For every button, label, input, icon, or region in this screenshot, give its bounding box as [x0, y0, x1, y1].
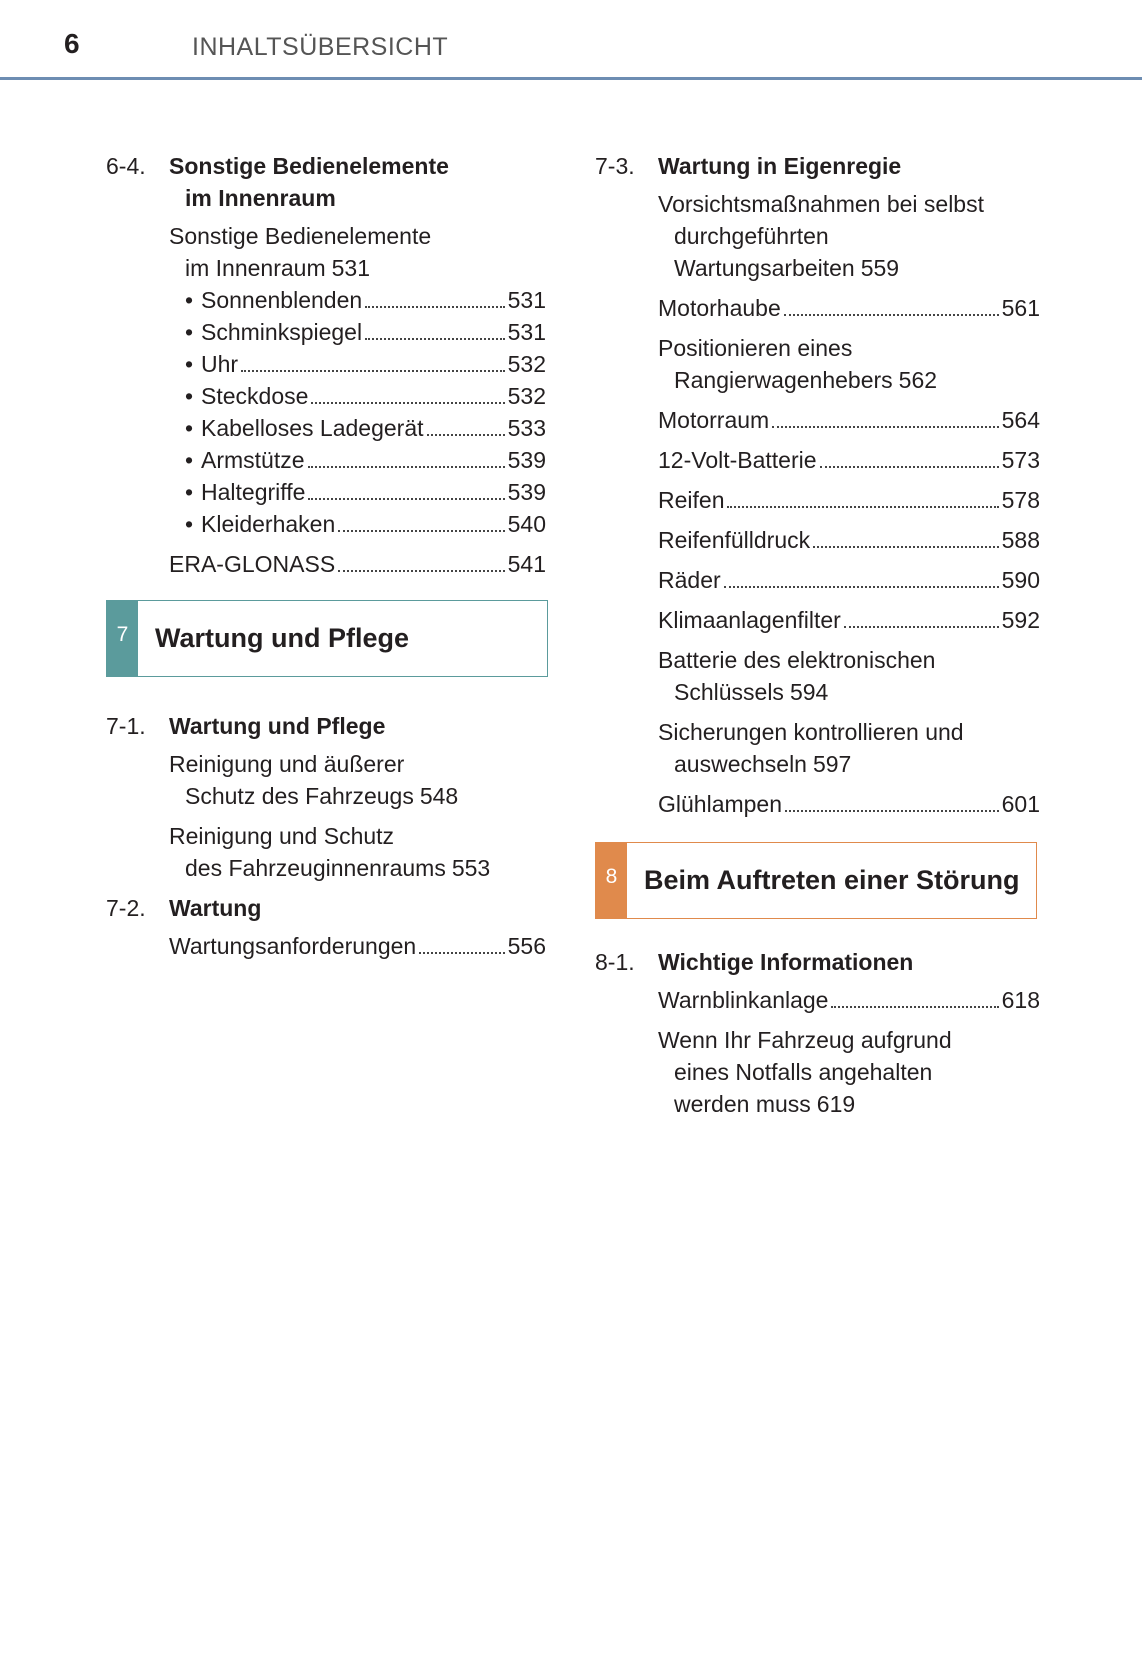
toc-entry[interactable]: Reinigung und Schutz des Fahrzeuginnenraums 553 — [169, 823, 491, 881]
header-rule — [0, 77, 1142, 80]
toc-entry[interactable]: ERA-GLONASS 541 — [169, 548, 546, 580]
chapter-8-banner[interactable] — [595, 842, 1037, 919]
page-ref: 619 — [816, 1091, 856, 1117]
section-heading-7-1: 7-1. Wartung und Pflege — [106, 713, 386, 739]
toc-entry[interactable]: Batterie des elektronischen Schlüssels 594 — [658, 647, 936, 705]
toc-subentry[interactable]: • Schminkspiegel 531 — [185, 319, 546, 345]
toc-entry[interactable]: Reinigung und äußerer Schutz des Fahrzeugs 548 — [169, 751, 459, 809]
toc-right-column-lower — [595, 946, 1040, 1128]
toc-entry[interactable]: Reifen 578 — [658, 484, 1040, 516]
toc-entry[interactable]: Sonstige Bedienelemente im Innenraum 531 — [169, 223, 432, 281]
page-ref: 564 — [1001, 407, 1040, 433]
toc-subentry[interactable]: • Armstütze 539 — [185, 447, 546, 473]
toc-entry[interactable]: Positionieren eines Rangierwagenhebers 562 — [658, 335, 938, 393]
chapter-title: Wartung und Pflege — [155, 623, 409, 653]
page-ref: 561 — [1001, 295, 1040, 321]
chapter-7-banner[interactable] — [106, 600, 548, 677]
page-number: 6 — [64, 28, 80, 59]
toc-subentry[interactable]: • Kleiderhaken 540 — [185, 511, 546, 537]
toc-entry[interactable]: Klimaanlagenfilter 592 — [658, 604, 1040, 636]
section-number: 6-4. — [106, 153, 146, 179]
toc-entry[interactable]: Wenn Ihr Fahrzeug aufgrund eines Notfalls angehalten werden muss 619 — [658, 1027, 952, 1117]
page-ref: 597 — [812, 751, 852, 777]
toc-entry[interactable]: Warnblinkanlage 618 — [658, 984, 1040, 1016]
page-header — [0, 0, 1142, 82]
page-ref: 548 — [419, 783, 459, 809]
toc-subentry[interactable]: • Sonnenblenden 531 — [185, 287, 546, 313]
toc-entry[interactable]: Glühlampen 601 — [658, 788, 1040, 820]
section-heading-7-2: 7-2. Wartung — [106, 895, 262, 921]
chapter-title: Beim Auftreten einer Störung — [644, 865, 1020, 895]
toc-entry[interactable]: Motorraum 564 — [658, 404, 1040, 436]
page-ref: 541 — [507, 551, 546, 577]
page-ref: 562 — [898, 367, 938, 393]
section-heading-7-3: 7-3. Wartung in Eigenregie — [595, 153, 902, 179]
page-ref: 601 — [1001, 791, 1040, 817]
header-title: INHALTSÜBERSICHT — [192, 33, 449, 61]
page-ref: 618 — [1001, 987, 1040, 1013]
toc-subentry[interactable]: • Steckdose 532 — [185, 383, 546, 409]
toc-subentry[interactable]: • Haltegriffe 539 — [185, 479, 546, 505]
page-ref: 592 — [1001, 607, 1040, 633]
page-ref: 531 — [331, 255, 370, 281]
section-heading-6-4 — [106, 150, 546, 214]
toc-entry[interactable]: 12-Volt-Batterie 573 — [658, 444, 1040, 476]
page-ref: 590 — [1001, 567, 1040, 593]
page-ref: 588 — [1001, 527, 1040, 553]
chapter-number: 8 — [596, 843, 627, 918]
toc-left-column-lower — [106, 710, 546, 970]
section-heading-8-1: 8-1. Wichtige Informationen — [595, 949, 914, 975]
toc-entry[interactable]: Vorsichtsmaßnahmen bei selbst durchgeführten Wartungsarbeiten 559 — [658, 191, 984, 281]
toc-entry[interactable]: Räder 590 — [658, 564, 1040, 596]
toc-subentry[interactable]: • Kabelloses Ladegerät 533 — [185, 415, 546, 441]
page-ref: 556 — [507, 933, 546, 959]
toc-entry[interactable]: Wartungsanforderungen 556 — [169, 930, 546, 962]
toc-entry[interactable]: Sicherungen kontrollieren und auswechseln 597 — [658, 719, 964, 777]
toc-right-column — [595, 150, 1040, 828]
page-ref: 559 — [860, 255, 900, 281]
page-ref: 553 — [451, 855, 491, 881]
toc-entry[interactable]: Motorhaube 561 — [658, 292, 1040, 324]
chapter-number: 7 — [107, 601, 138, 676]
toc-subentry[interactable]: • Uhr 532 — [185, 351, 546, 377]
toc-entry[interactable]: Reifenfülldruck 588 — [658, 524, 1040, 556]
page-ref: 573 — [1001, 447, 1040, 473]
page-ref: 578 — [1001, 487, 1040, 513]
page-ref: 594 — [789, 679, 829, 705]
toc-left-column — [106, 150, 546, 588]
section-title: Sonstige Bedienelemente im Innenraum — [169, 153, 449, 211]
